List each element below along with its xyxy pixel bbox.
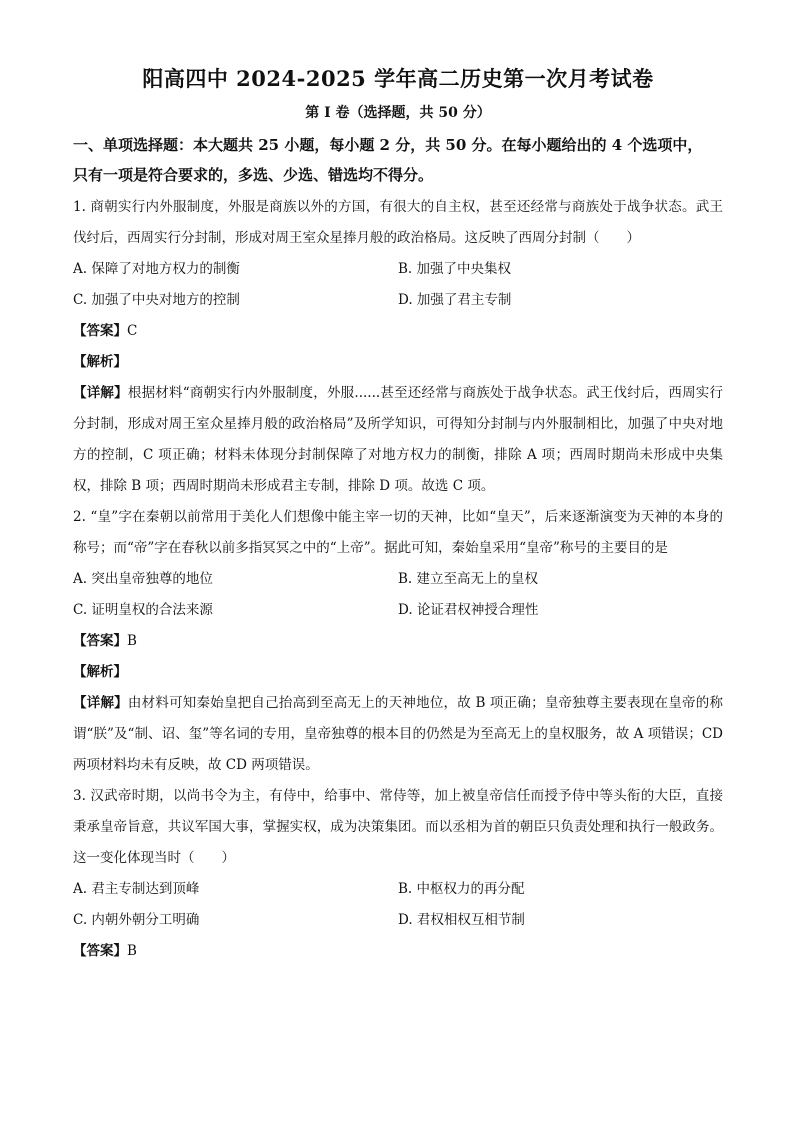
option-c: C. 内朝外朝分工明确 bbox=[73, 912, 200, 928]
analysis-label: 【解析】 bbox=[73, 664, 127, 680]
section-instructions-line1: 一、单项选择题：本大题共 25 小题，每小题 2 分，共 50 分。在每小题给出的 4 个选项中， bbox=[73, 136, 703, 154]
option-row bbox=[73, 254, 723, 285]
option-row bbox=[73, 874, 723, 905]
answer-value: C bbox=[127, 323, 138, 339]
question-stem: 3. 汉武帝时期，以尚书令为主，有侍中，给事中、常侍等，加上被皇帝信任而授予侍中等头衔的大臣，直接秉承皇帝旨意，共议军国大事，掌握实权，成为决策集团。而以丞相为首的朝臣只负责处理和执行一般政务。这一变化体现当时（ ） bbox=[73, 788, 723, 866]
detail-text: 由材料可知秦始皇把自己抬高到至高无上的天神地位，故 B 项正确；皇帝独尊主要表现在皇帝的称谓“朕”及“制、诏、玺”等名词的专用，皇帝独尊的根本目的仍然是为至高无上的皇权服务，故 A 项错误；CD 两项材料均未有反映，故 CD 两项错误。 bbox=[73, 695, 724, 773]
answer-value: B bbox=[127, 633, 137, 649]
option-a: A. 突出皇帝独尊的地位 bbox=[73, 571, 213, 587]
section-instructions-line2: 只有一项是符合要求的，多选、少选、错选均不得分。 bbox=[73, 166, 434, 184]
option-d: D. 君权相权互相节制 bbox=[398, 912, 525, 928]
answer-label: 【答案】 bbox=[73, 323, 127, 339]
answer-value: B bbox=[127, 943, 137, 959]
detail-paragraph bbox=[73, 378, 723, 502]
exam-page bbox=[73, 64, 723, 967]
option-c: C. 加强了中央对地方的控制 bbox=[73, 292, 240, 308]
detail-paragraph bbox=[73, 688, 723, 781]
option-c: C. 证明皇权的合法来源 bbox=[73, 602, 213, 618]
detail-label: 【详解】 bbox=[73, 385, 128, 401]
option-row bbox=[73, 595, 723, 626]
detail-label: 【详解】 bbox=[73, 695, 128, 711]
section-instructions bbox=[73, 130, 723, 190]
analysis-line bbox=[73, 657, 723, 688]
question-3 bbox=[73, 781, 723, 967]
answer-line bbox=[73, 936, 723, 967]
option-b: B. 建立至高无上的皇权 bbox=[398, 571, 539, 587]
answer-label: 【答案】 bbox=[73, 943, 127, 959]
option-d: D. 论证君权神授合理性 bbox=[398, 602, 539, 618]
option-row bbox=[73, 564, 723, 595]
question-stem: 1. 商朝实行内外服制度，外服是商族以外的方国，有很大的自主权，甚至还经常与商族处于战争状态。武王伐纣后，西周实行分封制，形成对周王室众星捧月般的政治格局。这反映了西周分封制（ ） bbox=[73, 199, 723, 246]
detail-text: 根据材料“商朝实行内外服制度，外服......甚至还经常与商族处于战争状态。武王伐纣后，西周实行分封制，形成对周王室众星捧月般的政治格局”及所学知识，可得知分封制与内外服制相比，加强了中央对地方的控制，C 项正确；材料未体现分封制保障了对地方权力的制衡，排除 A 项；西周时期尚未形成中央集权，排除 B 项；西周时期尚未形成君主专制，排除 D 项。故选 C 项。 bbox=[73, 385, 723, 494]
question-2 bbox=[73, 502, 723, 781]
option-d: D. 加强了君主专制 bbox=[398, 292, 512, 308]
answer-line bbox=[73, 626, 723, 657]
option-a: A. 君主专制达到顶峰 bbox=[73, 881, 200, 897]
exam-title: 阳高四中 2024-2025 学年高二历史第一次月考试卷 bbox=[142, 66, 654, 91]
option-b: B. 中枢权力的再分配 bbox=[398, 881, 525, 897]
analysis-label: 【解析】 bbox=[73, 354, 127, 370]
option-a: A. 保障了对地方权力的制衡 bbox=[73, 261, 240, 277]
analysis-line bbox=[73, 347, 723, 378]
option-row bbox=[73, 285, 723, 316]
question-stem: 2. “皇”字在秦朝以前常用于美化人们想像中能主宰一切的天神，比如“皇天”，后来逐渐演变为天神的本身的称号；而“帝”字在春秋以前多指冥冥之中的“上帝”。据此可知，秦始皇采用“皇帝”称号的主要目的是 bbox=[73, 509, 723, 556]
answer-line bbox=[73, 316, 723, 347]
exam-subtitle: 第 I 卷（选择题，共 50 分） bbox=[305, 105, 491, 121]
question-1 bbox=[73, 192, 723, 502]
answer-label: 【答案】 bbox=[73, 633, 127, 649]
option-row bbox=[73, 905, 723, 936]
option-b: B. 加强了中央集权 bbox=[398, 261, 512, 277]
